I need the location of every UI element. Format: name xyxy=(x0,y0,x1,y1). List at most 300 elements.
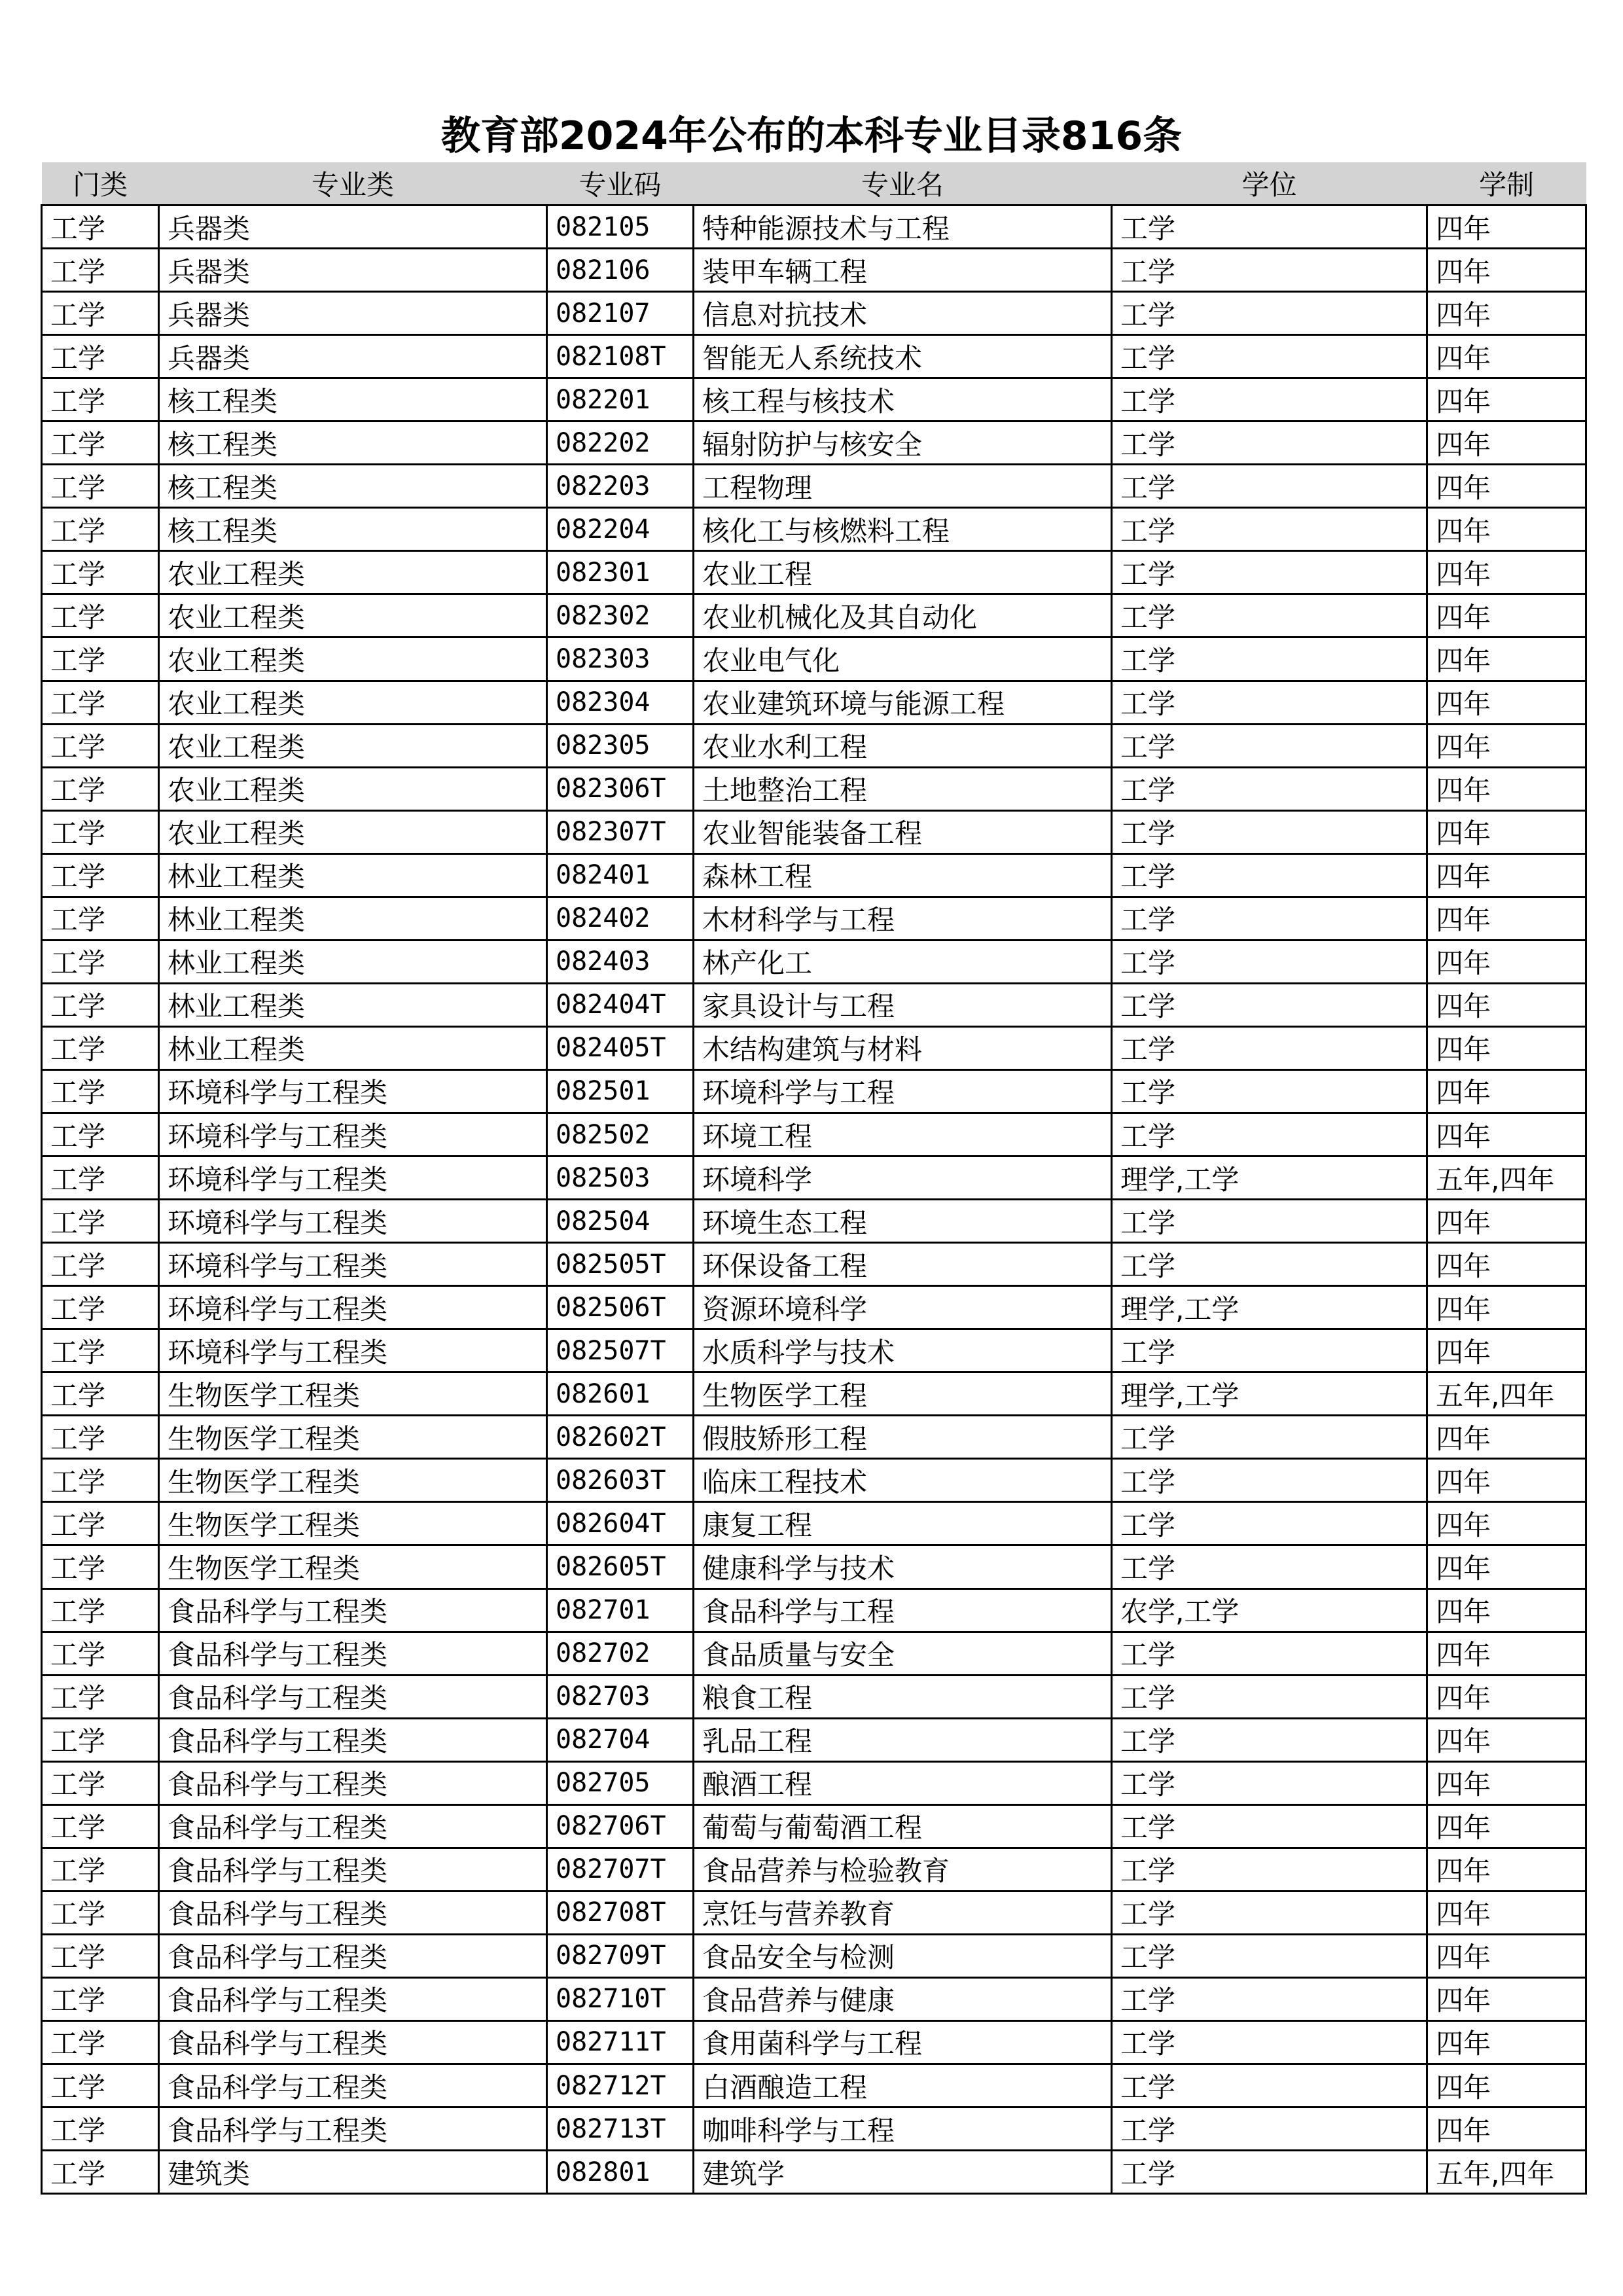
cell-major-class: 生物医学工程类 xyxy=(159,1502,547,1545)
cell-degree: 工学 xyxy=(1112,681,1427,724)
cell-major-name: 环境科学 xyxy=(694,1157,1112,1200)
cell-major-class: 环境科学与工程类 xyxy=(159,1286,547,1329)
cell-degree: 工学 xyxy=(1112,1200,1427,1243)
cell-major-code: 082305 xyxy=(547,724,694,767)
header-duration: 学制 xyxy=(1427,162,1586,206)
cell-major-code: 082204 xyxy=(547,508,694,551)
cell-major-class: 农业工程类 xyxy=(159,767,547,810)
cell-duration: 四年 xyxy=(1427,810,1586,853)
cell-major-name: 装甲车辆工程 xyxy=(694,249,1112,292)
cell-major-class: 林业工程类 xyxy=(159,897,547,940)
cell-duration: 四年 xyxy=(1427,1848,1586,1891)
cell-major-name: 农业智能装备工程 xyxy=(694,810,1112,853)
cell-degree: 理学,工学 xyxy=(1112,1372,1427,1416)
cell-duration: 四年 xyxy=(1427,1632,1586,1675)
cell-degree: 工学 xyxy=(1112,897,1427,940)
cell-degree: 工学 xyxy=(1112,2108,1427,2151)
cell-major-code: 082405T xyxy=(547,1026,694,1069)
cell-degree: 工学 xyxy=(1112,2020,1427,2064)
cell-major-name: 葡萄与葡萄酒工程 xyxy=(694,1804,1112,1848)
cell-degree: 工学 xyxy=(1112,1891,1427,1934)
table-row xyxy=(42,637,1586,681)
cell-major-code: 082707T xyxy=(547,1848,694,1891)
cell-major-class: 林业工程类 xyxy=(159,940,547,983)
cell-major-name: 森林工程 xyxy=(694,853,1112,897)
cell-duration: 四年 xyxy=(1427,465,1586,508)
cell-category: 工学 xyxy=(42,1545,159,1588)
table-row xyxy=(42,1459,1586,1502)
cell-major-class: 食品科学与工程类 xyxy=(159,1675,547,1718)
cell-major-class: 食品科学与工程类 xyxy=(159,1761,547,1804)
cell-major-name: 白酒酿造工程 xyxy=(694,2064,1112,2108)
cell-duration: 四年 xyxy=(1427,1588,1586,1632)
cell-major-code: 082703 xyxy=(547,1675,694,1718)
cell-category: 工学 xyxy=(42,1243,159,1286)
cell-major-name: 环境科学与工程 xyxy=(694,1069,1112,1113)
cell-major-code: 082202 xyxy=(547,422,694,465)
cell-degree: 工学 xyxy=(1112,551,1427,594)
cell-major-class: 核工程类 xyxy=(159,465,547,508)
table-row xyxy=(42,767,1586,810)
cell-degree: 工学 xyxy=(1112,1848,1427,1891)
table-row xyxy=(42,1113,1586,1156)
cell-major-name: 智能无人系统技术 xyxy=(694,335,1112,378)
cell-major-code: 082801 xyxy=(547,2151,694,2194)
table-row xyxy=(42,1804,1586,1848)
table-row xyxy=(42,810,1586,853)
cell-major-class: 食品科学与工程类 xyxy=(159,1588,547,1632)
cell-major-name: 假肢矫形工程 xyxy=(694,1416,1112,1459)
cell-major-name: 咖啡科学与工程 xyxy=(694,2108,1112,2151)
cell-major-class: 生物医学工程类 xyxy=(159,1416,547,1459)
cell-category: 工学 xyxy=(42,637,159,681)
cell-duration: 四年 xyxy=(1427,1416,1586,1459)
cell-degree: 工学 xyxy=(1112,422,1427,465)
cell-category: 工学 xyxy=(42,1459,159,1502)
table-row xyxy=(42,335,1586,378)
cell-major-name: 粮食工程 xyxy=(694,1675,1112,1718)
cell-major-class: 农业工程类 xyxy=(159,637,547,681)
cell-major-class: 兵器类 xyxy=(159,249,547,292)
cell-major-code: 082203 xyxy=(547,465,694,508)
table-row xyxy=(42,1545,1586,1588)
cell-degree: 工学 xyxy=(1112,1459,1427,1502)
cell-major-class: 食品科学与工程类 xyxy=(159,2020,547,2064)
cell-category: 工学 xyxy=(42,767,159,810)
cell-degree: 工学 xyxy=(1112,1804,1427,1848)
cell-category: 工学 xyxy=(42,681,159,724)
cell-category: 工学 xyxy=(42,853,159,897)
cell-category: 工学 xyxy=(42,1069,159,1113)
cell-duration: 四年 xyxy=(1427,1977,1586,2020)
cell-degree: 工学 xyxy=(1112,637,1427,681)
cell-duration: 四年 xyxy=(1427,1761,1586,1804)
cell-major-code: 082301 xyxy=(547,551,694,594)
cell-major-code: 082502 xyxy=(547,1113,694,1156)
cell-degree: 工学 xyxy=(1112,1113,1427,1156)
cell-major-code: 082713T xyxy=(547,2108,694,2151)
cell-degree: 工学 xyxy=(1112,1026,1427,1069)
cell-major-code: 082708T xyxy=(547,1891,694,1934)
cell-major-name: 林产化工 xyxy=(694,940,1112,983)
table-row xyxy=(42,1329,1586,1372)
cell-category: 工学 xyxy=(42,2151,159,2194)
cell-degree: 工学 xyxy=(1112,853,1427,897)
cell-degree: 工学 xyxy=(1112,1329,1427,1372)
cell-degree: 工学 xyxy=(1112,335,1427,378)
cell-duration: 四年 xyxy=(1427,1286,1586,1329)
cell-major-name: 酿酒工程 xyxy=(694,1761,1112,1804)
cell-category: 工学 xyxy=(42,1200,159,1243)
table-row xyxy=(42,465,1586,508)
table-row xyxy=(42,249,1586,292)
cell-major-class: 食品科学与工程类 xyxy=(159,1891,547,1934)
cell-major-name: 农业工程 xyxy=(694,551,1112,594)
cell-category: 工学 xyxy=(42,378,159,422)
cell-degree: 工学 xyxy=(1112,940,1427,983)
cell-category: 工学 xyxy=(42,1804,159,1848)
cell-major-code: 082501 xyxy=(547,1069,694,1113)
cell-duration: 四年 xyxy=(1427,2108,1586,2151)
page-title: 教育部2024年公布的本科专业目录816条 xyxy=(440,113,1183,159)
cell-major-name: 资源环境科学 xyxy=(694,1286,1112,1329)
cell-major-class: 建筑类 xyxy=(159,2151,547,2194)
table-row xyxy=(42,378,1586,422)
cell-major-name: 工程物理 xyxy=(694,465,1112,508)
cell-major-class: 环境科学与工程类 xyxy=(159,1329,547,1372)
cell-major-name: 农业建筑环境与能源工程 xyxy=(694,681,1112,724)
cell-degree: 工学 xyxy=(1112,1416,1427,1459)
cell-degree: 工学 xyxy=(1112,206,1427,249)
cell-duration: 四年 xyxy=(1427,594,1586,637)
table-row xyxy=(42,2108,1586,2151)
cell-major-code: 082105 xyxy=(547,206,694,249)
cell-major-name: 健康科学与技术 xyxy=(694,1545,1112,1588)
cell-degree: 理学,工学 xyxy=(1112,1286,1427,1329)
cell-duration: 四年 xyxy=(1427,724,1586,767)
cell-major-class: 环境科学与工程类 xyxy=(159,1069,547,1113)
cell-duration: 四年 xyxy=(1427,335,1586,378)
cell-duration: 四年 xyxy=(1427,940,1586,983)
table-row xyxy=(42,594,1586,637)
cell-major-code: 082712T xyxy=(547,2064,694,2108)
cell-duration: 四年 xyxy=(1427,1069,1586,1113)
table-row xyxy=(42,940,1586,983)
cell-duration: 四年 xyxy=(1427,1891,1586,1934)
cell-category: 工学 xyxy=(42,1113,159,1156)
cell-category: 工学 xyxy=(42,1891,159,1934)
cell-major-name: 生物医学工程 xyxy=(694,1372,1112,1416)
cell-major-code: 082605T xyxy=(547,1545,694,1588)
cell-major-name: 食品安全与检测 xyxy=(694,1934,1112,1977)
cell-major-class: 食品科学与工程类 xyxy=(159,2108,547,2151)
cell-major-code: 082711T xyxy=(547,2020,694,2064)
cell-major-name: 食品营养与健康 xyxy=(694,1977,1112,2020)
cell-degree: 工学 xyxy=(1112,1761,1427,1804)
header-degree: 学位 xyxy=(1112,162,1427,206)
cell-major-code: 082304 xyxy=(547,681,694,724)
cell-category: 工学 xyxy=(42,551,159,594)
cell-category: 工学 xyxy=(42,508,159,551)
cell-major-code: 082107 xyxy=(547,292,694,335)
table-row xyxy=(42,551,1586,594)
table-row xyxy=(42,1632,1586,1675)
cell-degree: 工学 xyxy=(1112,292,1427,335)
cell-degree: 理学,工学 xyxy=(1112,1157,1427,1200)
cell-degree: 工学 xyxy=(1112,810,1427,853)
cell-major-class: 农业工程类 xyxy=(159,681,547,724)
cell-category: 工学 xyxy=(42,1632,159,1675)
table-row xyxy=(42,681,1586,724)
cell-degree: 工学 xyxy=(1112,1502,1427,1545)
cell-category: 工学 xyxy=(42,2064,159,2108)
cell-duration: 四年 xyxy=(1427,637,1586,681)
table-row xyxy=(42,1157,1586,1200)
cell-major-name: 核化工与核燃料工程 xyxy=(694,508,1112,551)
cell-degree: 工学 xyxy=(1112,249,1427,292)
cell-major-code: 082704 xyxy=(547,1718,694,1761)
table-row xyxy=(42,1502,1586,1545)
cell-major-name: 乳品工程 xyxy=(694,1718,1112,1761)
cell-major-class: 核工程类 xyxy=(159,378,547,422)
cell-degree: 工学 xyxy=(1112,465,1427,508)
cell-degree: 工学 xyxy=(1112,983,1427,1026)
table-row xyxy=(42,1977,1586,2020)
cell-duration: 四年 xyxy=(1427,897,1586,940)
cell-major-class: 兵器类 xyxy=(159,206,547,249)
header-major-class: 专业类 xyxy=(159,162,547,206)
cell-degree: 农学,工学 xyxy=(1112,1588,1427,1632)
cell-degree: 工学 xyxy=(1112,724,1427,767)
cell-duration: 四年 xyxy=(1427,378,1586,422)
cell-major-code: 082108T xyxy=(547,335,694,378)
cell-major-name: 木结构建筑与材料 xyxy=(694,1026,1112,1069)
cell-major-class: 农业工程类 xyxy=(159,551,547,594)
cell-category: 工学 xyxy=(42,1286,159,1329)
cell-category: 工学 xyxy=(42,292,159,335)
cell-major-name: 环境生态工程 xyxy=(694,1200,1112,1243)
cell-major-name: 土地整治工程 xyxy=(694,767,1112,810)
cell-category: 工学 xyxy=(42,1502,159,1545)
cell-duration: 五年,四年 xyxy=(1427,2151,1586,2194)
table-row xyxy=(42,1848,1586,1891)
cell-major-class: 食品科学与工程类 xyxy=(159,1804,547,1848)
cell-duration: 四年 xyxy=(1427,1329,1586,1372)
cell-category: 工学 xyxy=(42,249,159,292)
cell-category: 工学 xyxy=(42,1848,159,1891)
cell-degree: 工学 xyxy=(1112,378,1427,422)
cell-duration: 四年 xyxy=(1427,2020,1586,2064)
cell-category: 工学 xyxy=(42,1026,159,1069)
table-row xyxy=(42,2020,1586,2064)
table-row xyxy=(42,508,1586,551)
cell-major-code: 082106 xyxy=(547,249,694,292)
cell-category: 工学 xyxy=(42,422,159,465)
cell-degree: 工学 xyxy=(1112,2064,1427,2108)
table-row xyxy=(42,897,1586,940)
cell-major-name: 特种能源技术与工程 xyxy=(694,206,1112,249)
cell-major-class: 兵器类 xyxy=(159,292,547,335)
major-catalog-table xyxy=(41,162,1587,2195)
cell-duration: 四年 xyxy=(1427,983,1586,1026)
table-header xyxy=(42,162,1586,206)
cell-duration: 四年 xyxy=(1427,508,1586,551)
cell-major-code: 082201 xyxy=(547,378,694,422)
cell-category: 工学 xyxy=(42,2020,159,2064)
cell-degree: 工学 xyxy=(1112,508,1427,551)
cell-duration: 五年,四年 xyxy=(1427,1372,1586,1416)
table-row xyxy=(42,422,1586,465)
cell-category: 工学 xyxy=(42,724,159,767)
cell-degree: 工学 xyxy=(1112,767,1427,810)
cell-category: 工学 xyxy=(42,465,159,508)
cell-major-class: 食品科学与工程类 xyxy=(159,1848,547,1891)
table-row xyxy=(42,1286,1586,1329)
cell-major-class: 环境科学与工程类 xyxy=(159,1200,547,1243)
cell-category: 工学 xyxy=(42,897,159,940)
cell-category: 工学 xyxy=(42,1761,159,1804)
table-row xyxy=(42,1718,1586,1761)
cell-major-name: 家具设计与工程 xyxy=(694,983,1112,1026)
cell-major-code: 082604T xyxy=(547,1502,694,1545)
cell-major-class: 林业工程类 xyxy=(159,1026,547,1069)
cell-major-class: 环境科学与工程类 xyxy=(159,1113,547,1156)
cell-category: 工学 xyxy=(42,1372,159,1416)
table-row xyxy=(42,1416,1586,1459)
cell-duration: 四年 xyxy=(1427,1934,1586,1977)
cell-major-name: 建筑学 xyxy=(694,2151,1112,2194)
cell-major-code: 082603T xyxy=(547,1459,694,1502)
table-row xyxy=(42,2151,1586,2194)
cell-major-name: 农业电气化 xyxy=(694,637,1112,681)
table-row xyxy=(42,292,1586,335)
header-row xyxy=(42,162,1586,206)
cell-degree: 工学 xyxy=(1112,2151,1427,2194)
cell-major-code: 082306T xyxy=(547,767,694,810)
table-row xyxy=(42,853,1586,897)
cell-category: 工学 xyxy=(42,1718,159,1761)
table-row xyxy=(42,983,1586,1026)
table-row xyxy=(42,1069,1586,1113)
cell-major-class: 农业工程类 xyxy=(159,594,547,637)
cell-major-name: 食品科学与工程 xyxy=(694,1588,1112,1632)
cell-major-code: 082401 xyxy=(547,853,694,897)
cell-category: 工学 xyxy=(42,1329,159,1372)
cell-major-class: 食品科学与工程类 xyxy=(159,1934,547,1977)
cell-major-code: 082709T xyxy=(547,1934,694,1977)
cell-degree: 工学 xyxy=(1112,1243,1427,1286)
table-row xyxy=(42,1934,1586,1977)
cell-category: 工学 xyxy=(42,983,159,1026)
cell-major-name: 食用菌科学与工程 xyxy=(694,2020,1112,2064)
cell-category: 工学 xyxy=(42,1588,159,1632)
cell-major-name: 农业机械化及其自动化 xyxy=(694,594,1112,637)
cell-major-name: 食品质量与安全 xyxy=(694,1632,1112,1675)
table-row xyxy=(42,1588,1586,1632)
cell-major-class: 农业工程类 xyxy=(159,724,547,767)
cell-category: 工学 xyxy=(42,335,159,378)
cell-duration: 四年 xyxy=(1427,1545,1586,1588)
cell-major-class: 核工程类 xyxy=(159,422,547,465)
cell-duration: 四年 xyxy=(1427,422,1586,465)
table-row xyxy=(42,1026,1586,1069)
cell-major-name: 康复工程 xyxy=(694,1502,1112,1545)
cell-major-code: 082303 xyxy=(547,637,694,681)
cell-major-name: 农业水利工程 xyxy=(694,724,1112,767)
cell-major-code: 082402 xyxy=(547,897,694,940)
cell-degree: 工学 xyxy=(1112,594,1427,637)
cell-duration: 四年 xyxy=(1427,206,1586,249)
cell-degree: 工学 xyxy=(1112,1977,1427,2020)
cell-duration: 五年,四年 xyxy=(1427,1157,1586,1200)
cell-duration: 四年 xyxy=(1427,1026,1586,1069)
cell-category: 工学 xyxy=(42,1934,159,1977)
cell-major-name: 烹饪与营养教育 xyxy=(694,1891,1112,1934)
cell-category: 工学 xyxy=(42,2108,159,2151)
table-body xyxy=(42,206,1586,2194)
header-category: 门类 xyxy=(42,162,159,206)
cell-degree: 工学 xyxy=(1112,1069,1427,1113)
table-row xyxy=(42,1200,1586,1243)
cell-major-class: 食品科学与工程类 xyxy=(159,1718,547,1761)
cell-major-class: 核工程类 xyxy=(159,508,547,551)
cell-category: 工学 xyxy=(42,810,159,853)
cell-degree: 工学 xyxy=(1112,1675,1427,1718)
cell-category: 工学 xyxy=(42,1157,159,1200)
cell-degree: 工学 xyxy=(1112,1718,1427,1761)
cell-major-code: 082504 xyxy=(547,1200,694,1243)
cell-major-class: 环境科学与工程类 xyxy=(159,1243,547,1286)
cell-duration: 四年 xyxy=(1427,1200,1586,1243)
cell-duration: 四年 xyxy=(1427,1243,1586,1286)
cell-major-code: 082601 xyxy=(547,1372,694,1416)
cell-major-code: 082302 xyxy=(547,594,694,637)
cell-major-name: 环保设备工程 xyxy=(694,1243,1112,1286)
cell-category: 工学 xyxy=(42,594,159,637)
cell-major-code: 082503 xyxy=(547,1157,694,1200)
cell-major-code: 082706T xyxy=(547,1804,694,1848)
cell-duration: 四年 xyxy=(1427,551,1586,594)
cell-major-code: 082710T xyxy=(547,1977,694,2020)
cell-duration: 四年 xyxy=(1427,767,1586,810)
cell-major-class: 食品科学与工程类 xyxy=(159,2064,547,2108)
cell-major-class: 食品科学与工程类 xyxy=(159,1632,547,1675)
cell-category: 工学 xyxy=(42,206,159,249)
cell-major-code: 082403 xyxy=(547,940,694,983)
table-row xyxy=(42,724,1586,767)
cell-degree: 工学 xyxy=(1112,1934,1427,1977)
cell-duration: 四年 xyxy=(1427,1113,1586,1156)
table-row xyxy=(42,1372,1586,1416)
cell-major-code: 082705 xyxy=(547,1761,694,1804)
cell-major-class: 生物医学工程类 xyxy=(159,1372,547,1416)
cell-category: 工学 xyxy=(42,940,159,983)
header-major-name: 专业名 xyxy=(694,162,1112,206)
cell-major-code: 082505T xyxy=(547,1243,694,1286)
cell-major-code: 082702 xyxy=(547,1632,694,1675)
cell-major-name: 水质科学与技术 xyxy=(694,1329,1112,1372)
cell-major-class: 兵器类 xyxy=(159,335,547,378)
cell-major-class: 林业工程类 xyxy=(159,983,547,1026)
cell-major-name: 木材科学与工程 xyxy=(694,897,1112,940)
cell-major-name: 辐射防护与核安全 xyxy=(694,422,1112,465)
table-row xyxy=(42,206,1586,249)
cell-major-name: 环境工程 xyxy=(694,1113,1112,1156)
cell-duration: 四年 xyxy=(1427,681,1586,724)
cell-duration: 四年 xyxy=(1427,1718,1586,1761)
header-major-code: 专业码 xyxy=(547,162,694,206)
cell-category: 工学 xyxy=(42,1977,159,2020)
